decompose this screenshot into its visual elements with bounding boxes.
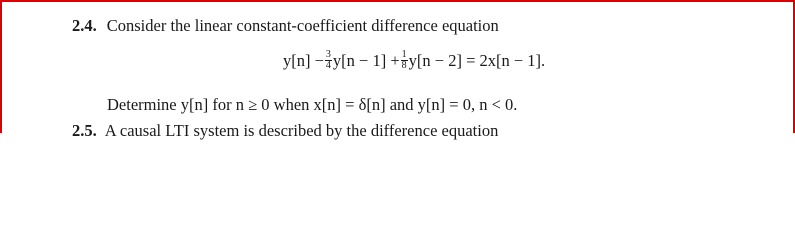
problem-heading: [72, 16, 499, 36]
equation-term-1: y[n] −: [283, 50, 324, 70]
fraction-one-eighth: [401, 50, 408, 71]
problem-statement: Determine y[n] for n ≥ 0 when x[n] = δ[n] and y[n] = 0, n < 0.: [107, 95, 518, 114]
fraction-three-quarters: [325, 50, 332, 71]
fraction-denominator: 8: [401, 60, 407, 71]
fraction-numerator: 1: [401, 49, 407, 60]
equation-term-2: y[n − 1] +: [332, 50, 400, 70]
difference-equation: [283, 50, 545, 71]
problem-intro: Consider the linear constant-coefficient difference equation: [106, 16, 499, 35]
problem-number: 2.4.: [72, 16, 97, 35]
next-problem-number: 2.5.: [72, 121, 97, 140]
next-problem-heading: [72, 121, 498, 141]
fraction-numerator: 3: [325, 49, 331, 60]
next-problem-text: A causal LTI system is described by the difference equation: [104, 121, 499, 140]
fraction-denominator: 4: [325, 60, 331, 71]
equation-term-3: y[n − 2] = 2x[n − 1].: [408, 50, 546, 70]
